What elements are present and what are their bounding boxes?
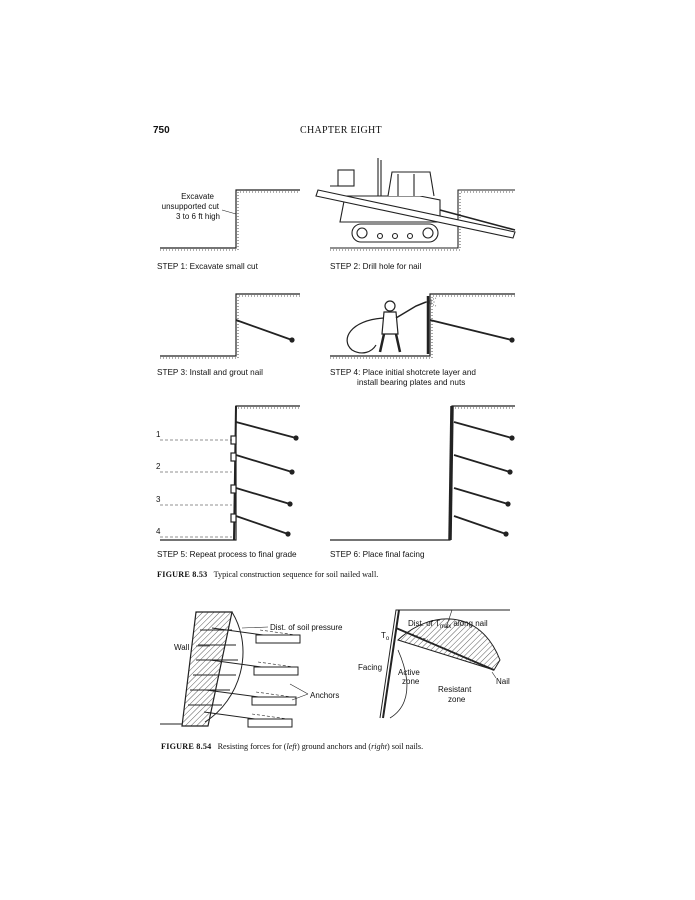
nail-label: Nail [496, 677, 510, 686]
active-zone-label-1: Active [398, 668, 420, 677]
facing-label: Facing [358, 663, 383, 672]
step3-drawing [160, 294, 300, 358]
figure-853-label: FIGURE 8.53 [157, 570, 208, 579]
step5-caption: STEP 5: Repeat process to final grade [157, 550, 297, 559]
step6-drawing [330, 406, 515, 540]
level-3-label: 3 [156, 495, 161, 504]
step3-caption: STEP 3: Install and grout nail [157, 368, 263, 377]
step4-caption-line2: install bearing plates and nuts [357, 378, 466, 387]
step4-drawing [330, 294, 515, 358]
step5-drawing [160, 406, 300, 540]
step2-caption: STEP 2: Drill hole for nail [330, 262, 422, 271]
step6-caption: STEP 6: Place final facing [330, 550, 425, 559]
step1-annotation-line2: unsupported cut [161, 202, 219, 211]
level-2-label: 2 [156, 462, 161, 471]
step2-drawing [316, 158, 515, 250]
soil-pressure-label: Dist. of soil pressure [270, 623, 343, 632]
anchors-label: Anchors [310, 691, 340, 700]
wall-label: Wall [174, 643, 190, 652]
resistant-zone-label-2: zone [448, 695, 466, 704]
step1-caption: STEP 1: Excavate small cut [157, 262, 258, 271]
figure-854-caption: FIGURE 8.54 Resisting forces for (left) ground anchors and (right) soil nails. [161, 742, 424, 751]
level-4-label: 4 [156, 527, 161, 536]
step1-annotation-line1: Excavate [181, 192, 214, 201]
dist-tmax-label: Dist. of $T_{max}$ along nail [408, 619, 488, 630]
step4-caption-line1: STEP 4: Place initial shotcrete layer and [330, 368, 476, 377]
resistant-zone-label-1: Resistant [438, 685, 472, 694]
t0-label: $T_o$ [381, 631, 390, 642]
figure-854-label: FIGURE 8.54 [161, 742, 212, 751]
figure-853-caption [157, 570, 378, 579]
active-zone-label-2: zone [402, 677, 420, 686]
running-head: CHAPTER EIGHT [300, 125, 382, 136]
level-1-label: 1 [156, 430, 161, 439]
step1-annotation-line3: 3 to 6 ft high [175, 212, 220, 221]
figure-853-text: Typical construction sequence for soil nailed wall. [213, 570, 379, 579]
page-number: 750 [153, 125, 170, 136]
